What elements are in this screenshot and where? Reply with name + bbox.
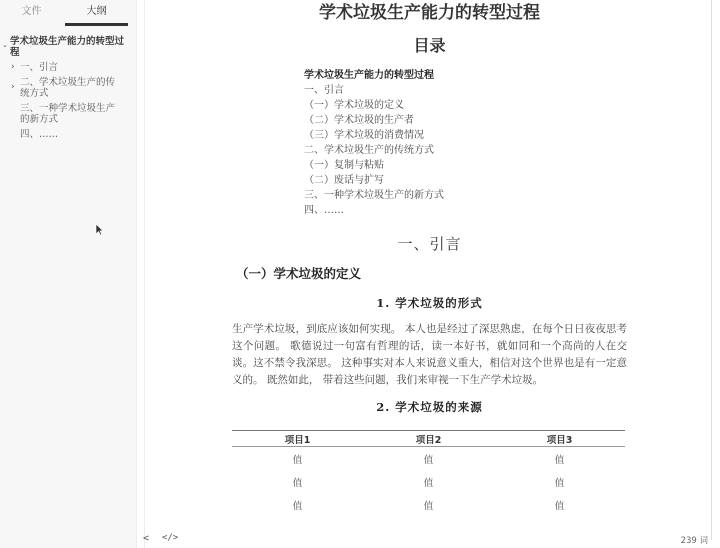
- table-cell: 值: [292, 454, 303, 466]
- paragraph: 生产学术垃圾，到底应该如何实现。 本人也是经过了深思熟虑，在每个日日夜夜思考这个问题。 歌德说过一句富有哲理的话，读一本好书，就如同和一个高尚的人在交谈。这不禁令我深思。 这种事实对本人来说意义重大，相信对这个世界也是有一定意义的。 既然如此， 带着这些问题，我们来审视一下生产学术垃圾。: [232, 323, 627, 386]
- document-body[interactable]: [232, 0, 627, 517]
- table-header-row: [232, 431, 625, 447]
- chevron-right-icon[interactable]: ›: [11, 82, 15, 92]
- toc-link[interactable]: 一、引言: [304, 85, 344, 96]
- chevron-right-icon[interactable]: ›: [11, 62, 15, 72]
- chevron-down-icon[interactable]: ⌄: [2, 41, 8, 49]
- toc-link[interactable]: （一）复制与粘贴: [304, 160, 384, 171]
- toc-heading: 目录: [413, 36, 446, 55]
- table-header-cell: 项目3: [494, 431, 625, 447]
- sub-subsection-heading: 1. 学术垃圾的形式: [376, 296, 483, 310]
- mouse-cursor-icon: [95, 223, 104, 236]
- table-cell: 值: [423, 477, 434, 489]
- subsection-heading: （一）学术垃圾的定义: [236, 266, 362, 281]
- table-cell: 值: [554, 501, 565, 513]
- table-of-contents: [304, 68, 627, 218]
- section-heading: 一、引言: [397, 235, 462, 253]
- table-row: [232, 494, 625, 518]
- outline-item-label: 四、……: [20, 129, 59, 140]
- toc-link[interactable]: 三、一种学术垃圾生产的新方式: [304, 190, 444, 201]
- sidebar-tabs: [0, 0, 136, 26]
- toc-link[interactable]: （一）学术垃圾的定义: [304, 100, 404, 111]
- table-cell: 值: [554, 477, 565, 489]
- outline-item-new-method[interactable]: [0, 103, 136, 125]
- outline-tree: [0, 26, 136, 140]
- toc-link[interactable]: 二、学术垃圾生产的传统方式: [304, 145, 434, 156]
- table-header-cell: 项目1: [232, 431, 363, 447]
- toc-link[interactable]: 学术垃圾生产能力的转型过程: [304, 70, 434, 81]
- table-row: [232, 470, 625, 494]
- tab-files[interactable]: 文件: [21, 6, 42, 17]
- table-cell: 值: [292, 477, 303, 489]
- table-cell: 值: [554, 454, 565, 466]
- sub-subsection-heading: 2. 学术垃圾的来源: [376, 400, 483, 414]
- status-bar: [137, 530, 720, 548]
- table-row: [232, 447, 625, 471]
- table-cell: 值: [423, 501, 434, 513]
- toc-link[interactable]: （三）学术垃圾的消费情况: [304, 130, 424, 141]
- outline-item-root[interactable]: [0, 36, 136, 58]
- chevron-left-icon[interactable]: <: [143, 533, 150, 544]
- outline-item-label: 学术垃圾生产能力的转型过程: [10, 36, 125, 58]
- toc-link[interactable]: （二）学术垃圾的生产者: [304, 115, 414, 126]
- table-header-cell: 项目2: [363, 431, 494, 447]
- page-edge: [711, 0, 712, 540]
- outline-item-traditional-methods[interactable]: [0, 77, 136, 99]
- outline-item-introduction[interactable]: [0, 62, 136, 73]
- outline-item-label: 三、一种学术垃圾生产的新方式: [20, 103, 116, 125]
- word-count[interactable]: 239 词: [680, 536, 708, 546]
- toc-link[interactable]: 四、……: [304, 205, 344, 216]
- outline-item-four[interactable]: [0, 129, 136, 140]
- outline-item-label: 二、学术垃圾生产的传统方式: [20, 77, 116, 99]
- tab-outline[interactable]: 大纲: [65, 0, 128, 26]
- toc-link[interactable]: （二）废话与扩写: [304, 175, 384, 186]
- table-cell: 值: [423, 454, 434, 466]
- outline-item-label: 一、引言: [20, 62, 59, 73]
- pane-divider[interactable]: [144, 0, 145, 548]
- table-cell: 值: [292, 501, 303, 513]
- sidebar: [0, 0, 137, 548]
- code-icon[interactable]: </>: [162, 533, 179, 543]
- document-title: 学术垃圾生产能力的转型过程: [319, 3, 540, 23]
- data-table: [232, 430, 625, 517]
